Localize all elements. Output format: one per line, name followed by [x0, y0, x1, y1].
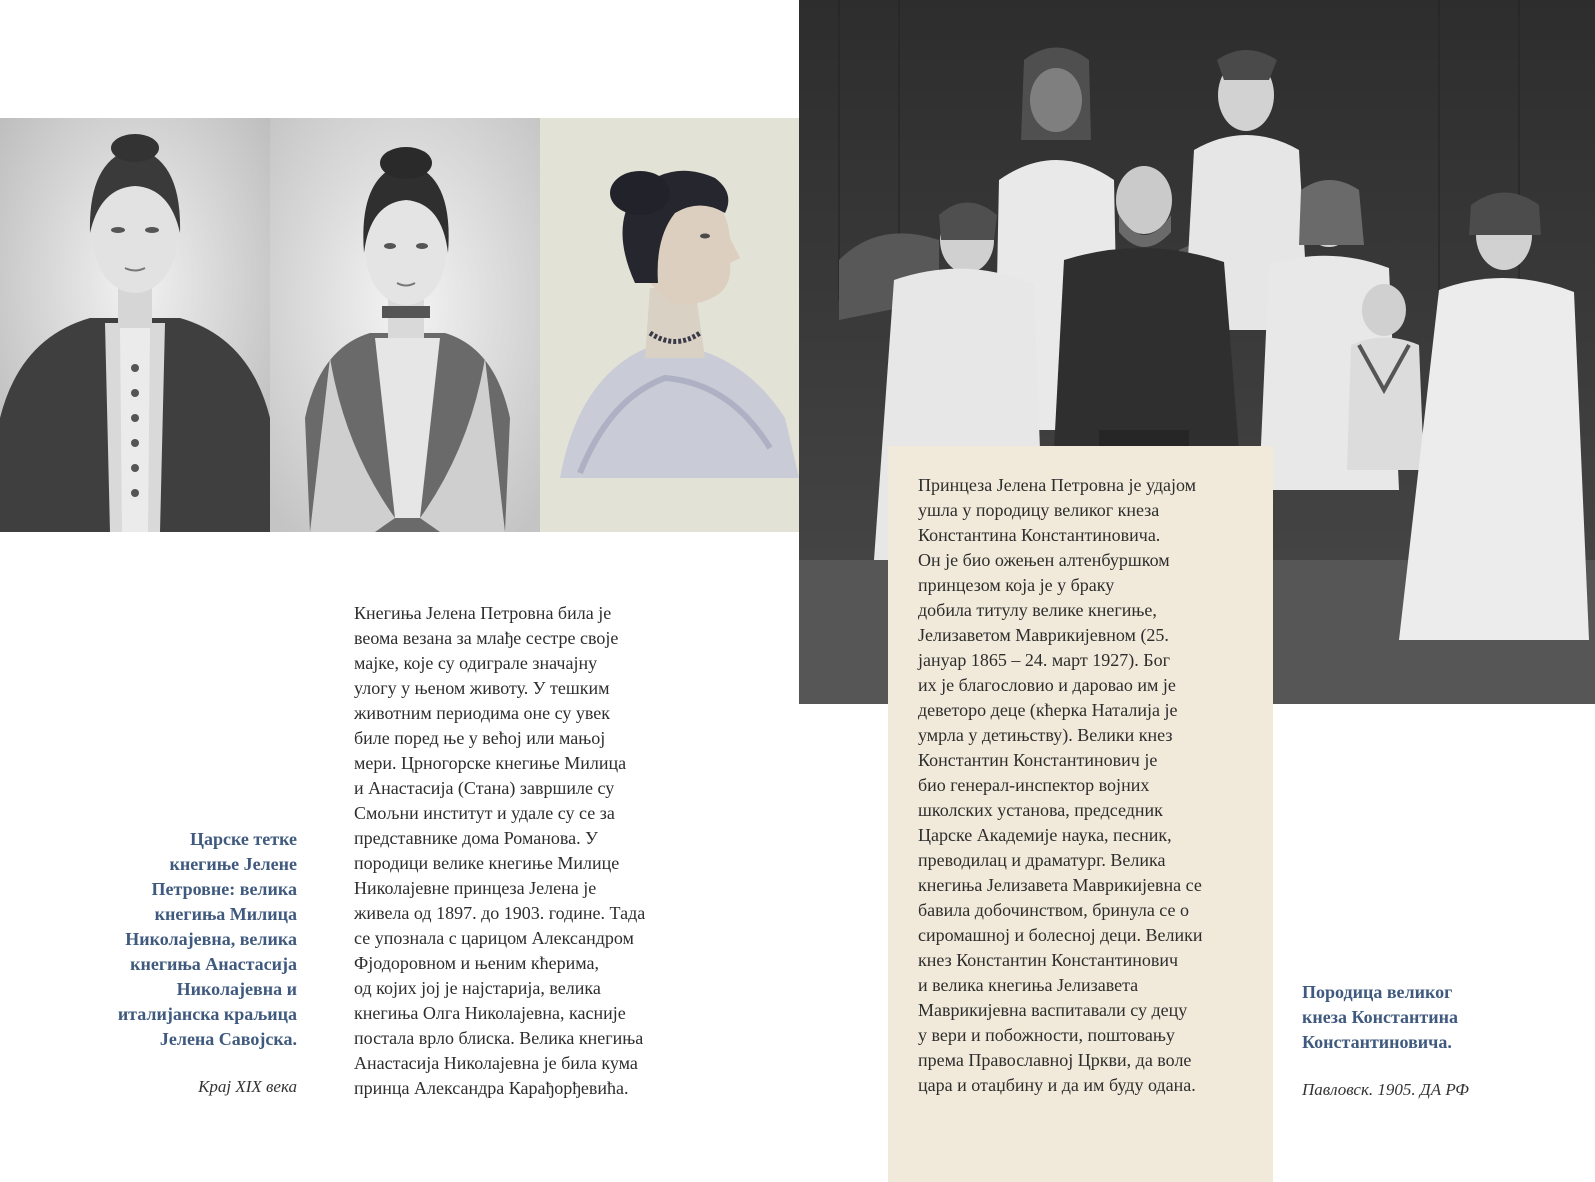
text-line: Он је био ожењен алтенбуршком [918, 550, 1170, 570]
text-line: добила титулу велике кнегиње, [918, 600, 1157, 620]
text-line: био генерал-инспектор војних [918, 775, 1150, 795]
text-line: бавила добочинством, бринула се о [918, 900, 1190, 920]
text-line: Константин Константинович је [918, 750, 1158, 770]
text-line: мајке, које су одиграле значајну [354, 653, 598, 673]
text-line: принца Александра Карађорђевића. [354, 1078, 629, 1098]
text-line: улогу у њеном животу. У тешким [354, 678, 610, 698]
right-photo-caption [1302, 980, 1542, 1102]
text-line: мери. Црногорске кнегиње Милица [354, 753, 627, 773]
caption-credit: Крај XIX века [198, 1077, 297, 1096]
box-text [918, 473, 1253, 1098]
caption-line: Николајевна и [176, 979, 297, 999]
portrait-photo-2 [270, 118, 540, 532]
text-line: Маврикијевна васпитавали су децу [918, 1000, 1188, 1020]
text-line: деветоро деце (кћерка Наталија је [918, 700, 1178, 720]
left-photo-caption [60, 827, 297, 1099]
text-line: Константина Константиновича. [918, 525, 1161, 545]
text-line: Кнегиња Јелена Петровна била је [354, 603, 612, 623]
text-line: Анастасија Николајевна је била кума [354, 1053, 638, 1073]
caption-line: Јелена Савојска. [159, 1029, 297, 1049]
caption-line: кнегиња Милица [154, 904, 297, 924]
text-line: у вери и побожности, поштовању [918, 1025, 1175, 1045]
text-line: сиромашној и болесној деци. Велики [918, 925, 1203, 945]
text-line: породици велике кнегиње Милице [354, 853, 620, 873]
caption-credit: Павловск. 1905. ДА РФ [1302, 1080, 1469, 1099]
text-line: умрла у детињству). Велики кнез [918, 725, 1173, 745]
text-line: према Православној Цркви, да воле [918, 1050, 1192, 1070]
text-line: их је благословио и даровао им је [918, 675, 1176, 695]
text-line: принцезом која је у браку [918, 575, 1115, 595]
portrait-photo-1 [0, 118, 270, 532]
text-line: се упознала с царицом Александром [354, 928, 634, 948]
text-line: Принцеза Јелена Петровна је удајом [918, 475, 1197, 495]
text-line: и Анастасија (Стана) завршиле су [354, 778, 615, 798]
text-line: Царске Академије наука, песник, [918, 825, 1172, 845]
caption-line: Породица великог [1302, 982, 1453, 1002]
highlight-text-box [888, 446, 1273, 1182]
text-line: Фјодоровном и њеним кћерима, [354, 953, 599, 973]
caption-line: кнегиње Јелене [169, 854, 297, 874]
text-line: кнез Константин Константинович [918, 950, 1179, 970]
caption-line: Петровне: велика [151, 879, 297, 899]
text-line: Смољни институт и удале су се за [354, 803, 615, 823]
caption-line: кнегиња Анастасија [130, 954, 297, 974]
text-line: живела од 1897. до 1903. године. Тада [354, 903, 646, 923]
caption-line: Константиновича. [1302, 1032, 1452, 1052]
text-line: преводилац и драматург. Велика [918, 850, 1166, 870]
text-line: и велика кнегиња Јелизавета [918, 975, 1139, 995]
text-line: постала врло блиска. Велика кнегиња [354, 1028, 644, 1048]
caption-line: италијанска краљица [117, 1004, 297, 1024]
caption-line: кнеза Константина [1302, 1007, 1458, 1027]
text-line: представнике дома Романова. У [354, 828, 598, 848]
text-line: биле поред ње у већој или мањој [354, 728, 606, 748]
text-line: животним периодима оне су увек [354, 703, 611, 723]
caption-line: Николајевна, велика [125, 929, 297, 949]
body-text-middle [354, 601, 699, 1101]
text-line: од којих јој је најстарија, велика [354, 978, 601, 998]
portrait-photo-3 [540, 118, 799, 532]
text-line: јануар 1865 – 24. март 1927). Бог [918, 650, 1170, 670]
text-line: ушла у породицу великог кнеза [918, 500, 1160, 520]
text-line: кнегиња Јелизавета Маврикијевна се [918, 875, 1202, 895]
text-line: Николајевне принцеза Јелена је [354, 878, 597, 898]
caption-line: Царске тетке [190, 829, 297, 849]
text-line: Јелизаветом Маврикијевном (25. [918, 625, 1169, 645]
text-line: цара и отаџбину и да им буду одана. [918, 1075, 1196, 1095]
text-line: кнегиња Олга Николајевна, касније [354, 1003, 626, 1023]
text-line: веома везана за млађе сестре своје [354, 628, 619, 648]
text-line: школских установа, председник [918, 800, 1163, 820]
